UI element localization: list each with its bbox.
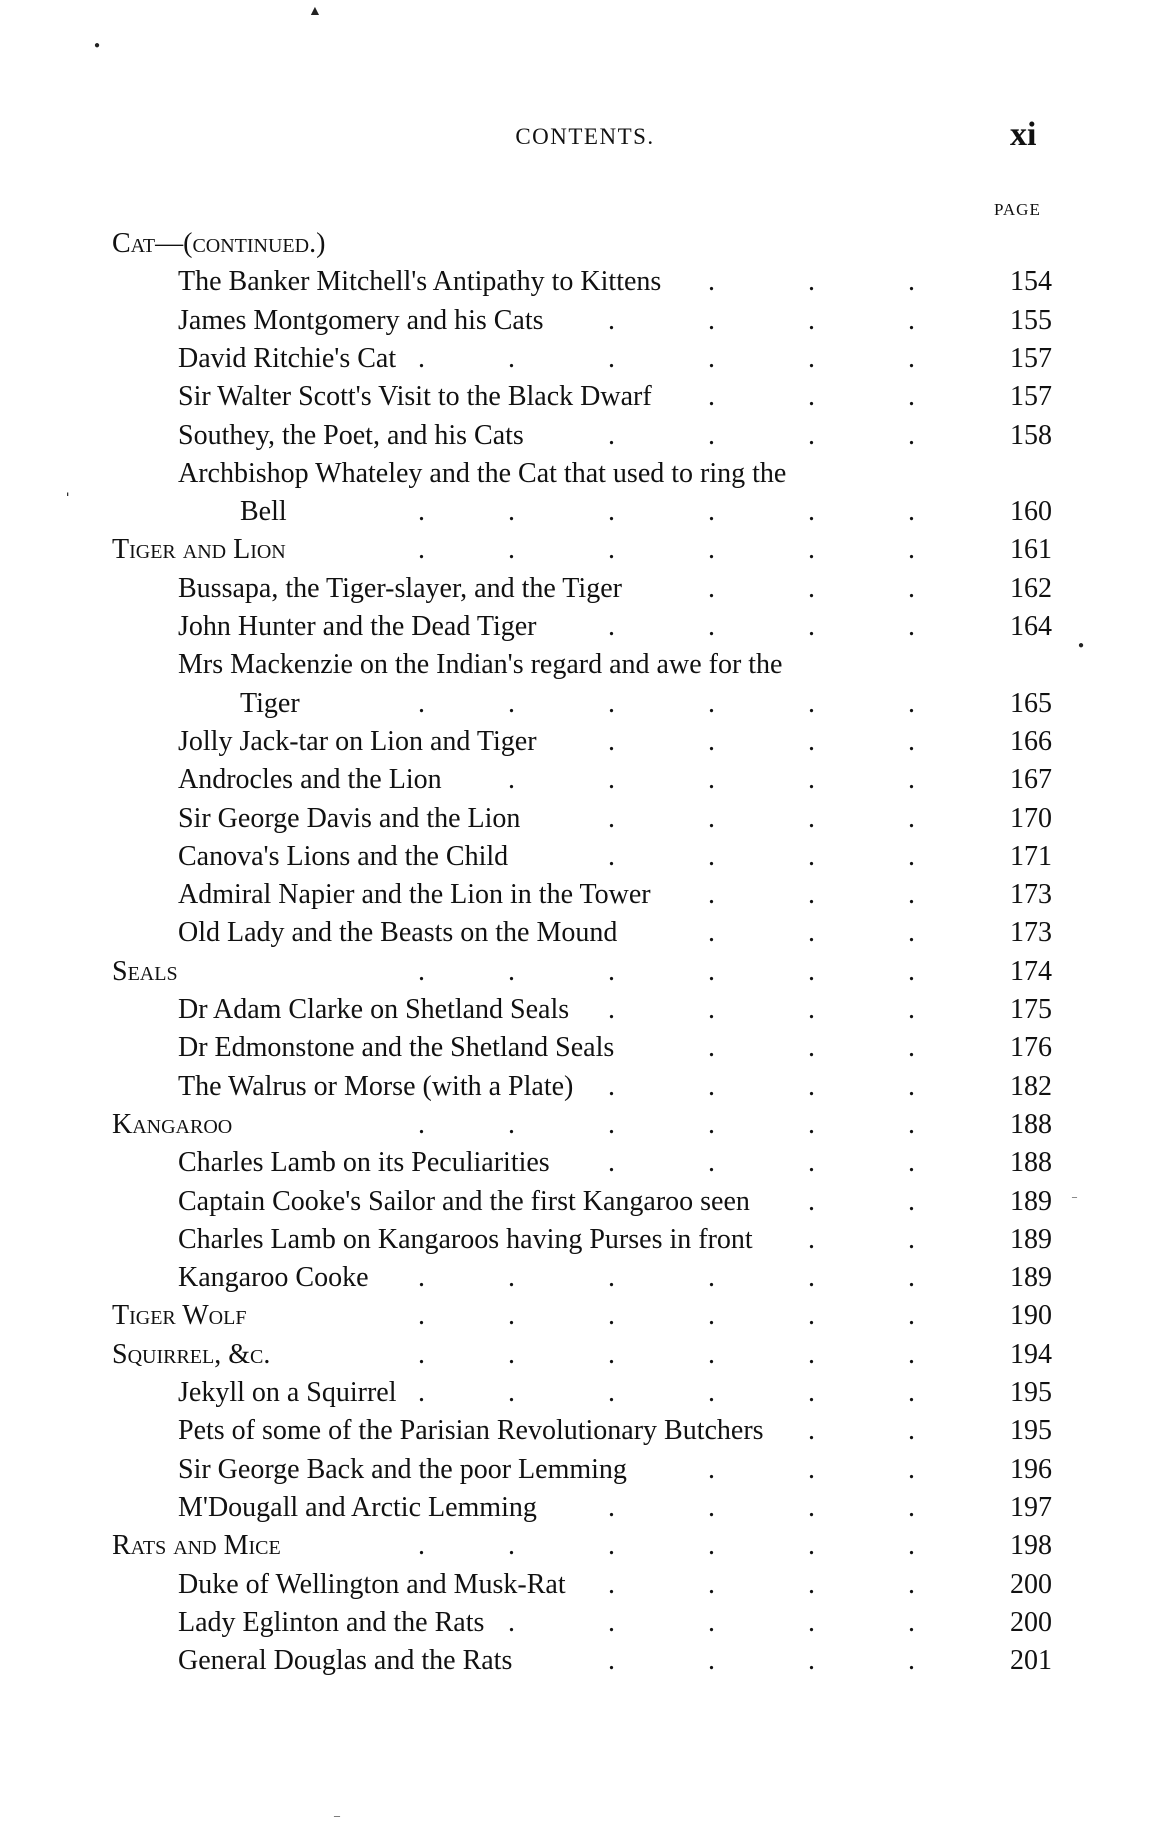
toc-entry (0, 991, 1160, 1029)
leader-dot: . (608, 725, 615, 757)
leader-dot: . (608, 304, 615, 336)
leader-dot: . (908, 1032, 915, 1064)
toc-entry (0, 1259, 1160, 1297)
leader-dot: . (908, 611, 915, 642)
leader-dot: . (708, 687, 715, 719)
toc-entry (0, 1604, 1160, 1642)
toc-entry (0, 1412, 1160, 1450)
toc-entry (0, 1489, 1160, 1527)
toc-title: Rats and Mice (112, 1530, 281, 1562)
toc-page-number: 157 (1010, 381, 1052, 413)
leader-dot: . (808, 1377, 815, 1408)
toc-title: Admiral Napier and the Lion in the Tower (178, 879, 651, 911)
leader-dot: . (608, 1147, 615, 1179)
leader-dot: . (708, 802, 715, 834)
toc-page-number: 167 (1010, 764, 1052, 796)
leader-dot: . (708, 1377, 715, 1408)
leader-dot: . (418, 1300, 425, 1332)
toc-title: Kangaroo Cooke (178, 1262, 369, 1294)
leader-dot: . (608, 1491, 615, 1523)
toc-entry (0, 570, 1160, 608)
leader-dot: . (708, 725, 715, 757)
toc-page-number: 170 (1010, 802, 1052, 834)
toc-entry (0, 1183, 1160, 1221)
toc-section (0, 531, 1160, 569)
leader-dot: . (608, 611, 615, 642)
toc-page-number: 173 (1010, 917, 1052, 949)
toc-entry (0, 723, 1160, 761)
toc-entry (0, 340, 1160, 378)
leader-dot: . (708, 342, 715, 374)
toc-page-number: 161 (1010, 534, 1052, 566)
toc-title: Charles Lamb on Kangaroos having Purses in front (178, 1223, 753, 1255)
leader-dot: . (608, 994, 615, 1025)
leader-dot: . (908, 1491, 915, 1523)
leader-dot: . (908, 687, 915, 719)
toc-title: Seals (112, 955, 178, 987)
toc-title: Dr Adam Clarke on Shetland Seals (178, 994, 570, 1025)
toc-title: Sir Walter Scott's Visit to the Black Dwarf (178, 381, 652, 413)
toc-section (0, 1106, 1160, 1144)
leader-dot: . (908, 496, 915, 528)
toc-page-number: 190 (1010, 1300, 1052, 1332)
toc-entry (0, 608, 1160, 646)
toc-title: Pets of some of the Parisian Revolutionary Butchers (178, 1415, 764, 1447)
leader-dot: . (808, 304, 815, 336)
toc-entry (0, 646, 1160, 684)
toc-page-number: 189 (1010, 1223, 1052, 1255)
leader-dot: . (608, 1377, 615, 1408)
leader-dot: . (808, 572, 815, 604)
toc-entry (0, 1642, 1160, 1680)
toc-page-number: 189 (1010, 1185, 1052, 1217)
toc-entry (0, 1451, 1160, 1489)
scan-speck: – (334, 1808, 340, 1822)
leader-dot: . (908, 955, 915, 987)
page-column-heading: PAGE (994, 200, 1041, 219)
leader-dot: . (708, 496, 715, 528)
leader-dot: . (508, 534, 515, 566)
leader-dot: . (508, 1338, 515, 1370)
toc-title: M'Dougall and Arctic Lemming (178, 1491, 537, 1523)
leader-dot: . (508, 342, 515, 374)
toc-entry (0, 1221, 1160, 1259)
leader-dot: . (708, 266, 715, 298)
leader-dot: . (908, 381, 915, 413)
toc-page-number: 175 (1010, 994, 1052, 1025)
leader-dot: . (608, 534, 615, 566)
leader-dot: . (908, 534, 915, 566)
leader-dot: . (418, 687, 425, 719)
leader-dot: . (418, 534, 425, 566)
leader-dot: . (508, 955, 515, 987)
leader-dot: . (908, 1338, 915, 1370)
leader-dot: . (508, 1262, 515, 1294)
toc-page-number: 188 (1010, 1147, 1052, 1179)
leader-dot: . (908, 304, 915, 336)
leader-dot: . (708, 1606, 715, 1638)
leader-dot: . (708, 1568, 715, 1600)
toc-title: Sir George Davis and the Lion (178, 802, 521, 834)
toc-entry (0, 455, 1160, 493)
leader-dot: . (508, 1530, 515, 1562)
toc-section (0, 1297, 1160, 1335)
leader-dot: . (708, 1338, 715, 1370)
toc-entry (0, 914, 1160, 952)
leader-dot: . (908, 1530, 915, 1562)
leader-dot: . (808, 917, 815, 949)
leader-dot: . (908, 1300, 915, 1332)
toc-entry (0, 263, 1160, 301)
leader-dot: . (608, 687, 615, 719)
leader-dot: . (808, 1530, 815, 1562)
toc-entry (0, 1374, 1160, 1412)
toc-title: Squirrel, &c. (112, 1338, 271, 1370)
toc-title: The Walrus or Morse (with a Plate) (178, 1070, 574, 1102)
leader-dot: . (608, 1606, 615, 1638)
leader-dot: . (608, 955, 615, 987)
toc-page-number: 182 (1010, 1070, 1052, 1102)
toc-entry (0, 800, 1160, 838)
toc-page-number: 197 (1010, 1491, 1052, 1523)
leader-dot: . (808, 1032, 815, 1064)
toc-title: Duke of Wellington and Musk-Rat (178, 1568, 566, 1600)
leader-dot: . (708, 917, 715, 949)
toc-title: Androcles and the Lion (178, 764, 442, 796)
leader-dot: . (608, 419, 615, 451)
leader-dot: . (908, 994, 915, 1025)
leader-dot: . (608, 1530, 615, 1562)
toc-page-number: 195 (1010, 1377, 1052, 1408)
toc-page-number: 158 (1010, 419, 1052, 451)
toc-title: Bussapa, the Tiger-slayer, and the Tiger (178, 572, 622, 604)
toc-title: Sir George Back and the poor Lemming (178, 1453, 627, 1485)
leader-dot: . (418, 496, 425, 528)
toc-entry (0, 493, 1160, 531)
leader-dot: . (808, 1223, 815, 1255)
toc-section (0, 953, 1160, 991)
toc-section (0, 1527, 1160, 1565)
leader-dot: . (808, 1338, 815, 1370)
leader-dot: . (418, 1377, 425, 1408)
leader-dot: . (808, 381, 815, 413)
scan-speck: ▲ (308, 4, 322, 19)
leader-dot: . (808, 419, 815, 451)
leader-dot: . (708, 1491, 715, 1523)
leader-dot: . (508, 1108, 515, 1140)
leader-dot: . (708, 572, 715, 604)
leader-dot: . (908, 419, 915, 451)
toc-entry (0, 378, 1160, 416)
toc-title: Jekyll on a Squirrel (178, 1377, 397, 1408)
leader-dot: . (908, 1223, 915, 1255)
toc-section (0, 1336, 1160, 1374)
toc-page-number: 194 (1010, 1338, 1052, 1370)
leader-dot: . (808, 725, 815, 757)
leader-dot: . (708, 1032, 715, 1064)
leader-dot: . (808, 1645, 815, 1677)
leader-dot: . (608, 1070, 615, 1102)
toc-page-number: 200 (1010, 1568, 1052, 1600)
leader-dot: . (808, 994, 815, 1025)
leader-dot: . (808, 1108, 815, 1140)
toc-page-number: 165 (1010, 687, 1052, 719)
toc-entry (0, 876, 1160, 914)
toc-entry (0, 685, 1160, 723)
leader-dot: . (508, 764, 515, 796)
leader-dot: . (508, 1377, 515, 1408)
leader-dot: . (708, 840, 715, 872)
toc-page-number: 198 (1010, 1530, 1052, 1562)
toc-title: Cat—(continued.) (112, 228, 326, 259)
leader-dot: . (708, 1070, 715, 1102)
toc-title: The Banker Mitchell's Antipathy to Kittens (178, 266, 662, 298)
leader-dot: . (418, 1338, 425, 1370)
leader-dot: . (908, 572, 915, 604)
leader-dot: . (508, 1606, 515, 1638)
toc-title: Tiger Wolf (112, 1300, 247, 1332)
leader-dot: . (708, 879, 715, 911)
toc-title: Archbishop Whateley and the Cat that used to ring the (178, 457, 787, 489)
leader-dot: . (808, 1453, 815, 1485)
toc-title: David Ritchie's Cat (178, 342, 397, 374)
toc-title: Captain Cooke's Sailor and the first Kangaroo seen (178, 1185, 750, 1217)
toc-title: Tiger (240, 687, 300, 719)
toc-page-number: 200 (1010, 1606, 1052, 1638)
leader-dot: . (608, 1645, 615, 1677)
leader-dot: . (808, 955, 815, 987)
leader-dot: . (608, 840, 615, 872)
leader-dot: . (508, 687, 515, 719)
leader-dot: . (808, 687, 815, 719)
leader-dot: . (908, 1147, 915, 1179)
scan-speck: ˈ (64, 488, 72, 513)
leader-dot: . (418, 955, 425, 987)
leader-dot: . (708, 764, 715, 796)
toc-title: Old Lady and the Beasts on the Mound (178, 917, 618, 949)
leader-dot: . (608, 1568, 615, 1600)
leader-dot: . (608, 1338, 615, 1370)
leader-dot: . (808, 1415, 815, 1447)
toc-title: Canova's Lions and the Child (178, 840, 509, 872)
leader-dot: . (908, 917, 915, 949)
leader-dot: . (418, 1530, 425, 1562)
leader-dot: . (908, 342, 915, 374)
leader-dot: . (708, 1645, 715, 1677)
toc-title: Jolly Jack-tar on Lion and Tiger (178, 725, 537, 757)
toc-entry (0, 302, 1160, 340)
toc-title: General Douglas and the Rats (178, 1645, 513, 1677)
leader-dot: . (808, 1606, 815, 1638)
toc-title: Bell (240, 496, 287, 528)
leader-dot: . (708, 419, 715, 451)
leader-dot: . (908, 1606, 915, 1638)
leader-dot: . (608, 1262, 615, 1294)
leader-dot: . (608, 342, 615, 374)
toc-page-number: 171 (1010, 840, 1052, 872)
leader-dot: . (708, 1300, 715, 1332)
toc-title: Tiger and Lion (112, 534, 286, 566)
leader-dot: . (418, 342, 425, 374)
leader-dot: . (708, 304, 715, 336)
scan-speck: ● (1078, 640, 1085, 651)
leader-dot: . (608, 1108, 615, 1140)
toc-title: James Montgomery and his Cats (178, 304, 544, 336)
toc-entry (0, 1068, 1160, 1106)
leader-dot: . (808, 1147, 815, 1179)
leader-dot: . (808, 840, 815, 872)
toc-title: Mrs Mackenzie on the Indian's regard and awe for the (178, 649, 783, 681)
leader-dot: . (708, 534, 715, 566)
leader-dot: . (608, 802, 615, 834)
leader-dot: . (808, 266, 815, 298)
leader-dot: . (708, 611, 715, 642)
leader-dot: . (708, 1530, 715, 1562)
toc-title: Dr Edmonstone and the Shetland Seals (178, 1032, 615, 1064)
leader-dot: . (708, 1108, 715, 1140)
toc-page-number: 196 (1010, 1453, 1052, 1485)
leader-dot: . (908, 1377, 915, 1408)
leader-dot: . (808, 879, 815, 911)
toc-title: Lady Eglinton and the Rats (178, 1606, 485, 1638)
toc-entry (0, 1144, 1160, 1182)
leader-dot: . (708, 381, 715, 413)
leader-dot: . (708, 955, 715, 987)
leader-dot: . (808, 611, 815, 642)
leader-dot: . (908, 879, 915, 911)
leader-dot: . (908, 266, 915, 298)
leader-dot: . (418, 1262, 425, 1294)
toc-title: Charles Lamb on its Peculiarities (178, 1147, 550, 1179)
leader-dot: . (508, 496, 515, 528)
scan-speck: ● (94, 40, 101, 51)
toc-page-number: 164 (1010, 611, 1052, 642)
leader-dot: . (508, 1300, 515, 1332)
leader-dot: . (808, 496, 815, 528)
toc-entry (0, 1029, 1160, 1067)
leader-dot: . (908, 764, 915, 796)
scan-speck: – (1072, 1192, 1077, 1203)
running-title: CONTENTS. (515, 124, 655, 149)
leader-dot: . (808, 1491, 815, 1523)
toc-entry (0, 761, 1160, 799)
leader-dot: . (908, 1645, 915, 1677)
toc-title: John Hunter and the Dead Tiger (178, 611, 537, 642)
toc-entry (0, 417, 1160, 455)
leader-dot: . (808, 342, 815, 374)
toc-page-number: 162 (1010, 572, 1052, 604)
leader-dot: . (708, 994, 715, 1025)
toc-page-number: 201 (1010, 1645, 1052, 1677)
toc-page-number: 154 (1010, 266, 1052, 298)
toc-section (0, 225, 1160, 263)
toc-title: Kangaroo (112, 1108, 233, 1140)
leader-dot: . (418, 1108, 425, 1140)
toc-page-number: 166 (1010, 725, 1052, 757)
leader-dot: . (708, 1262, 715, 1294)
toc-page-number: 195 (1010, 1415, 1052, 1447)
leader-dot: . (808, 1070, 815, 1102)
leader-dot: . (808, 1185, 815, 1217)
toc-page-number: 189 (1010, 1262, 1052, 1294)
leader-dot: . (808, 764, 815, 796)
leader-dot: . (708, 1453, 715, 1485)
leader-dot: . (808, 1568, 815, 1600)
toc-page-number: 188 (1010, 1108, 1052, 1140)
toc-page-number: 157 (1010, 342, 1052, 374)
leader-dot: . (908, 1453, 915, 1485)
leader-dot: . (808, 534, 815, 566)
leader-dot: . (808, 802, 815, 834)
leader-dot: . (608, 1300, 615, 1332)
leader-dot: . (908, 840, 915, 872)
toc-entry (0, 1566, 1160, 1604)
leader-dot: . (908, 1108, 915, 1140)
leader-dot: . (908, 1415, 915, 1447)
leader-dot: . (908, 1185, 915, 1217)
toc-page-number: 176 (1010, 1032, 1052, 1064)
leader-dot: . (808, 1262, 815, 1294)
folio-number: xi (1010, 116, 1037, 153)
leader-dot: . (608, 764, 615, 796)
toc-title: Southey, the Poet, and his Cats (178, 419, 524, 451)
leader-dot: . (908, 1262, 915, 1294)
leader-dot: . (908, 802, 915, 834)
leader-dot: . (708, 1147, 715, 1179)
toc-entry (0, 838, 1160, 876)
leader-dot: . (908, 725, 915, 757)
toc-page-number: 155 (1010, 304, 1052, 336)
toc-page-number: 174 (1010, 955, 1052, 987)
toc-page-number: 173 (1010, 879, 1052, 911)
leader-dot: . (808, 1300, 815, 1332)
leader-dot: . (608, 496, 615, 528)
leader-dot: . (908, 1568, 915, 1600)
toc-page-number: 160 (1010, 496, 1052, 528)
leader-dot: . (908, 1070, 915, 1102)
